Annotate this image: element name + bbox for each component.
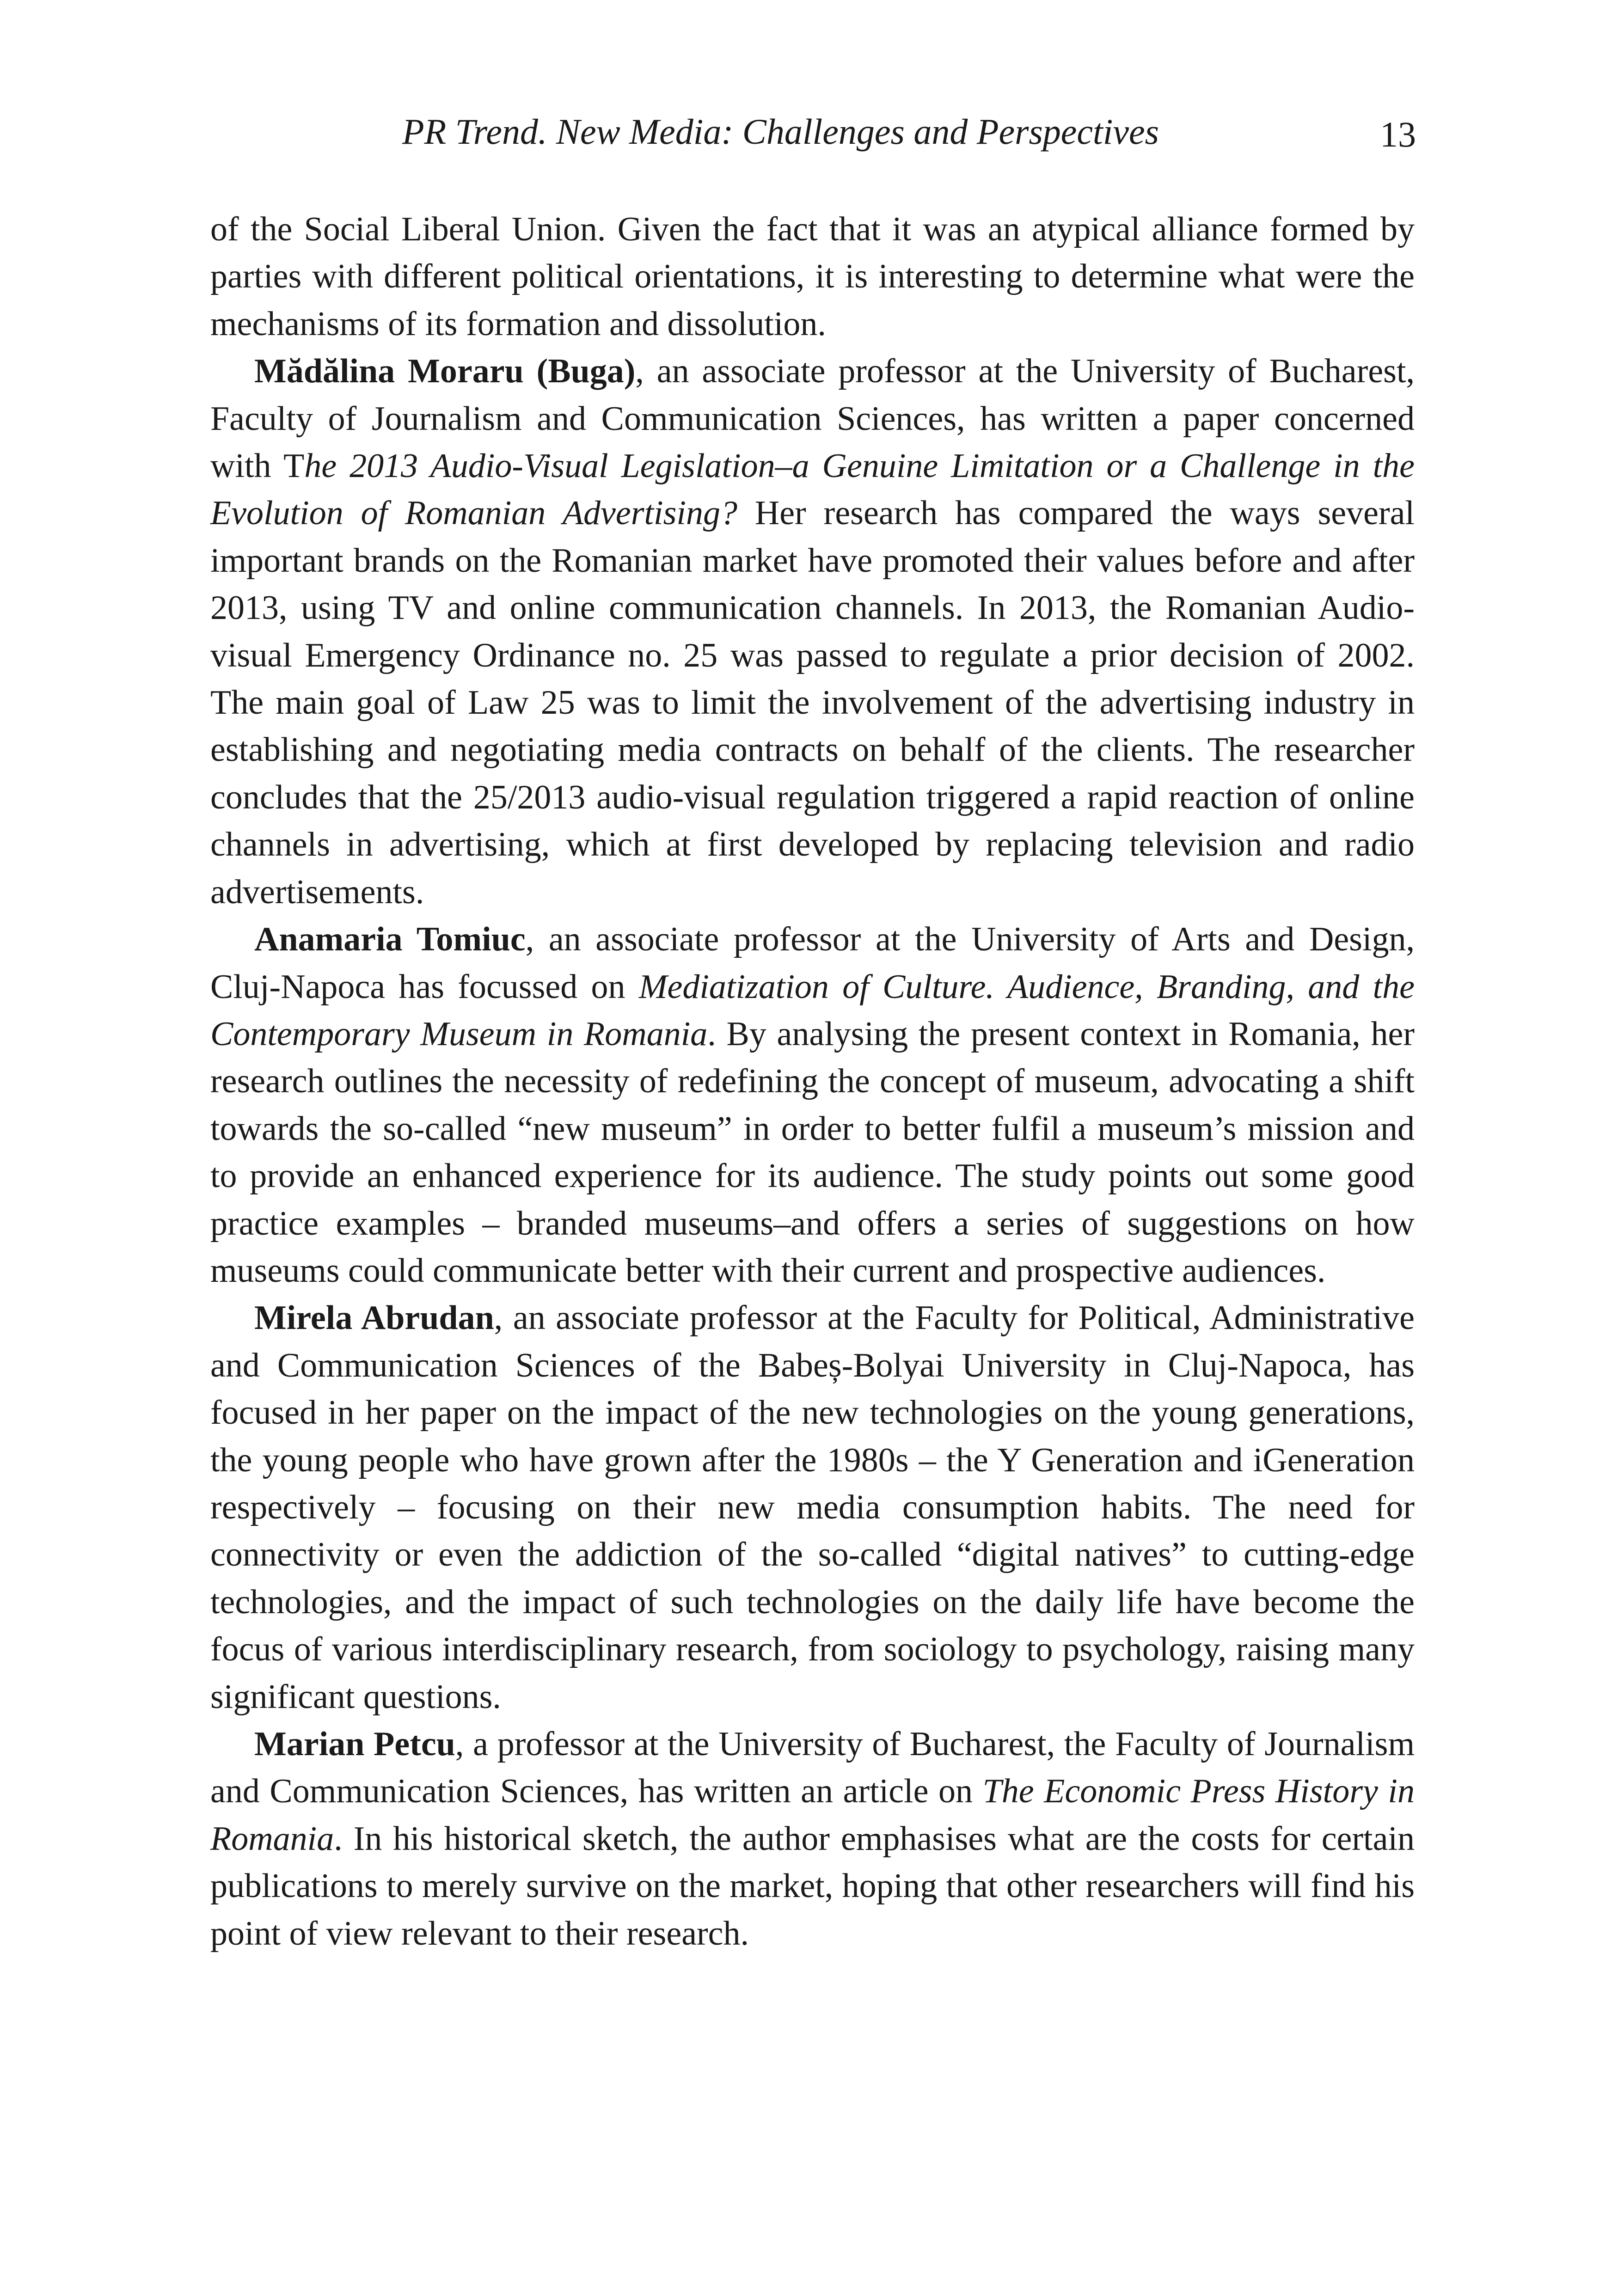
author-name: Anamaria Tomiuc bbox=[254, 920, 526, 959]
paragraph-text: Her research has compared the ways several important brands on the Romanian market have promoted their values before and after 2013, using TV and online communication channels. In 2013, the Romanian Audio-visual Emergency Ordinance no. 25 was passed to regulate a prior decision of 2002. The main goal of Law 25 was to limit the involvement of the advertising industry in establishing and negotiating media contracts on behalf of the clients. The researcher concludes that the 25/2013 audio-visual regulation triggered a rapid reaction of online channels in advertising, which at first developed by replacing television and radio advertisements. bbox=[210, 494, 1415, 911]
page-number: 13 bbox=[1380, 114, 1416, 154]
paper-title: Mediatization of Culture. Audience, Branding, and the Contemporary Museum in Romania bbox=[210, 967, 1415, 1053]
paragraph-moraru bbox=[210, 348, 1415, 916]
paragraph-text: , a professor at the University of Bucharest, the Faculty of Journalism and Communication Sciences, has written an article on bbox=[210, 1725, 1415, 1811]
author-name: Mirela Abrudan bbox=[254, 1299, 494, 1337]
paper-title: The Economic Press History in Romania bbox=[210, 1772, 1415, 1858]
paragraph-tomiuc bbox=[210, 916, 1415, 1294]
author-name: Marian Petcu bbox=[254, 1725, 455, 1763]
paragraph-text: of the Social Liberal Union. Given the fact that it was an atypical alliance formed by parties with different political orientations, it is interesting to determine what were the mechanisms of its formation and dissolution. bbox=[210, 210, 1415, 343]
body-text bbox=[210, 206, 1415, 1957]
paragraph-text: , an associate professor at the University of Bucharest, Faculty of Journalism and Communication Sciences, has written a paper concerned with T bbox=[210, 352, 1415, 485]
paragraph-text: . In his historical sketch, the author emphasises what are the costs for certain publications to merely survive on the market, hoping that other researchers will find his point of view relevant to their research. bbox=[210, 1819, 1415, 1953]
running-title: PR Trend. New Media: Challenges and Perspectives bbox=[402, 111, 1159, 152]
paragraph-abrudan bbox=[210, 1294, 1415, 1720]
paper-title: he 2013 Audio-Visual Legislation–a Genuine Limitation or a Challenge in the Evolution of Romanian Advertising? bbox=[210, 447, 1415, 533]
paragraph-text: , an associate professor at the University of Arts and Design, Cluj-Napoca has focussed on bbox=[210, 920, 1415, 1006]
paragraph-petcu bbox=[210, 1720, 1415, 1957]
paragraph-text: , an associate professor at the Faculty for Political, Administrative and Communication Sciences of the Babeș-Bolyai University in Cluj-Napoca, has focused in her paper on the impact of the new technologies on the young generations, the young people who have grown after the 1980s – the Y Generation and iGeneration respectively – focusing on their new media consumption habits. The need for connectivity or even the addiction of the so-called “digital natives” to cutting-edge technologies, and the impact of such technologies on the daily life have become the focus of various interdisciplinary research, from sociology to psychology, raising many significant questions. bbox=[210, 1299, 1415, 1716]
paragraph-text: . By analysing the present context in Romania, her research outlines the necessity of redefining the concept of museum, advocating a shift towards the so-called “new museum” in order to better fulfil a museum’s mission and to provide an enhanced experience for its audience. The study points out some good practice examples – branded museums–and offers a series of suggestions on how museums could communicate better with their current and prospective audiences. bbox=[210, 1015, 1415, 1290]
author-name: Mădălina Moraru (Buga) bbox=[254, 352, 636, 391]
paragraph-continuation bbox=[210, 206, 1415, 348]
